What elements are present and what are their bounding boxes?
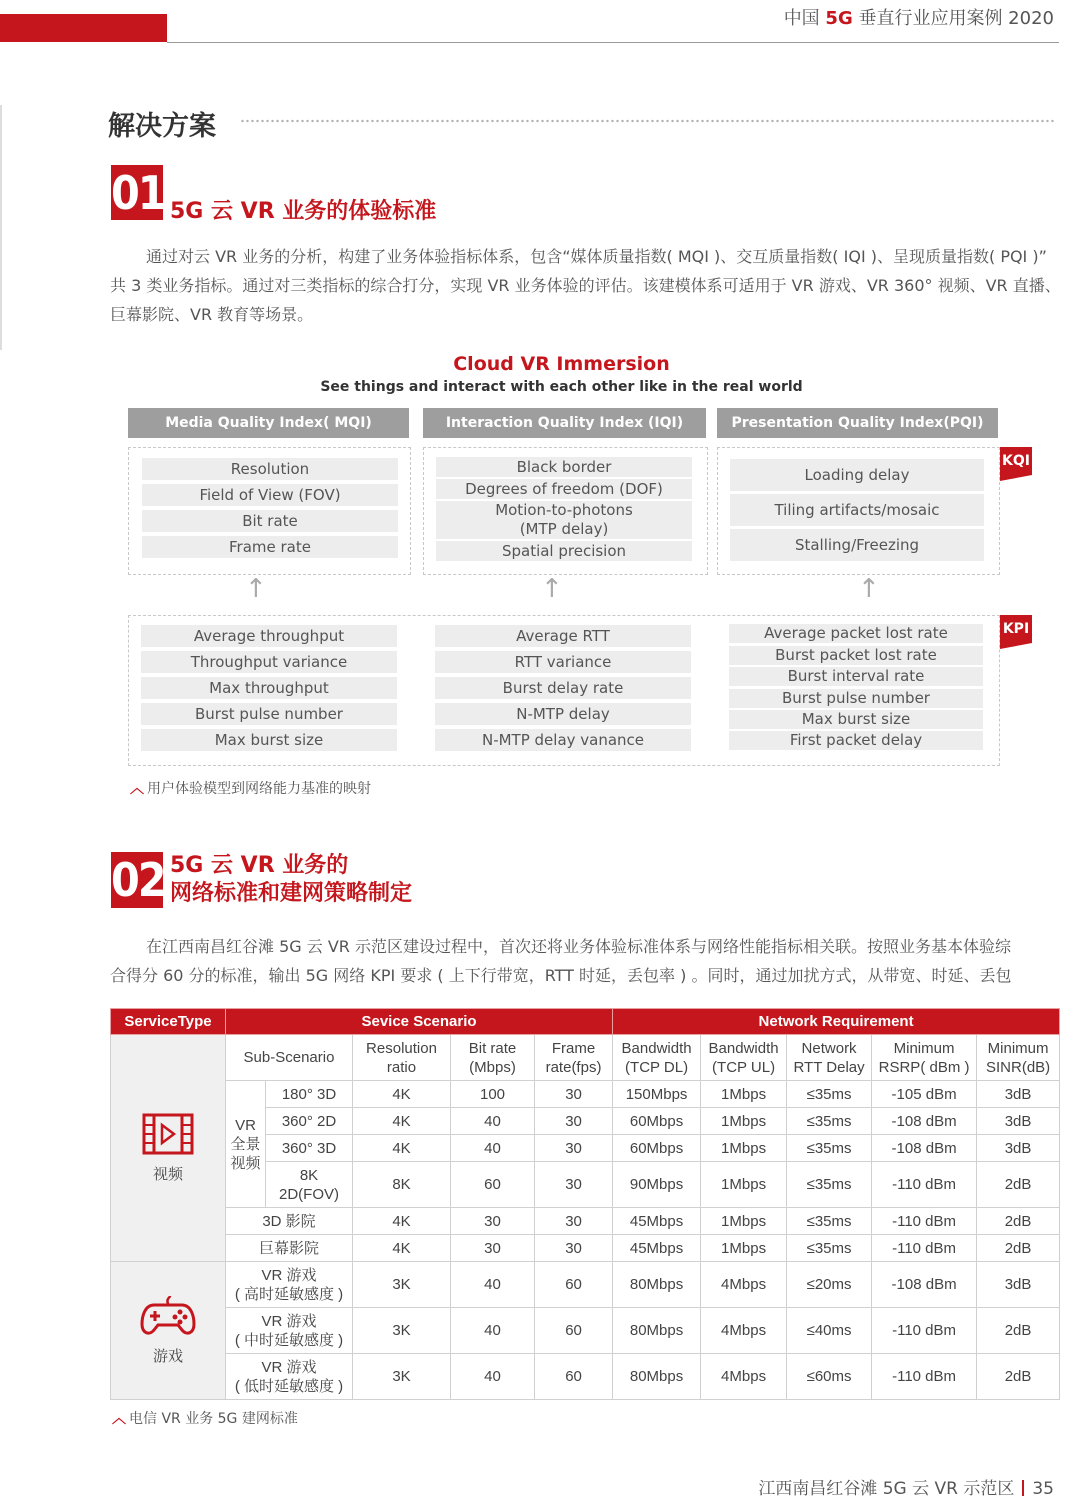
section-01-paragraph: 通过对云 VR 业务的分析，构建了业务体验指标体系，包含“媒体质量指数( MQI )、交互质量指数( IQI )、呈现质量指数( PQI )” 共 3 类业务指标。通过对三类指标的综合打分，实现 VR 业务体验的评估。该建模体系可适用于 VR 游戏、VR 360° 视频、VR 直播、 巨幕影院、VR 教育等场景。 [110,247,1061,324]
gamepad-icon [140,1296,196,1338]
pqi-header: Presentation Quality Index(PQI) [717,408,998,438]
section-heading: 解决方案 [108,111,216,142]
table-row: 巨幕影院 4K 30 30 45Mbps 1Mbps ≤35ms -110 dBm 2dB [111,1235,1060,1262]
section-01-title: 5G 云 VR 业务的体验标准 [170,199,437,224]
kpi-item: First packet delay [729,731,983,750]
kqi-item: Motion-to-photons (MTP delay) [436,501,692,539]
margin-rule [0,105,2,350]
table-row: 360° 2D 4K 40 30 60Mbps 1Mbps ≤35ms -108 dBm 3dB [111,1108,1060,1135]
col-rsrp: Minimum RSRP( dBm ) [872,1035,977,1081]
section-number-01: 01 [111,166,165,220]
section-02-title: 5G 云 VR 业务的 网络标准和建网策略制定 [170,853,413,906]
section-number-02: 02 [111,853,165,907]
footer-divider [1022,1480,1024,1496]
caret-up-icon: ︿ [130,781,144,797]
pqi-kqi-box [717,447,1000,575]
kqi-item: Bit rate [142,510,398,532]
kpi-item: Throughput variance [141,651,397,673]
col-header-network: Network Requirement [613,1009,1060,1035]
diagram-caption: ︿ 用户体验模型到网络能力基准的映射 [130,781,371,797]
kpi-item: Average RTT [435,625,691,647]
mqi-header: Media Quality Index( MQI) [128,408,409,438]
kpi-tag-tail [1000,643,1032,649]
kpi-item: Average throughput [141,625,397,647]
table-row: 360° 3D 4K 40 30 60Mbps 1Mbps ≤35ms -108 dBm 3dB [111,1135,1060,1162]
kpi-item: Burst pulse number [729,689,983,708]
kpi-item: Burst delay rate [435,677,691,699]
dotted-divider [240,119,1055,123]
page-number: 35 [1032,1479,1054,1499]
kqi-item: Field of View (FOV) [142,484,398,506]
kpi-item: Average packet lost rate [729,624,983,643]
kqi-item: Black border [436,457,692,477]
service-type-game: 游戏 [111,1262,226,1400]
table-caption: ︿ 电信 VR 业务 5G 建网标准 [112,1411,298,1427]
col-bw-dl: Bandwidth (TCP DL) [613,1035,701,1081]
kpi-items [128,615,998,764]
kqi-item: Frame rate [142,536,398,558]
col-resolution: Resolution ratio [353,1035,451,1081]
kpi-item: Burst packet lost rate [729,646,983,665]
vr-group-label: VR 全景 视频 [226,1081,266,1208]
kqi-item: Stalling/Freezing [730,529,984,561]
table-row: VR 游戏 ( 中时延敏感度 ) 3K 40 60 80Mbps 4Mbps ≤40ms -110 dBm 2dB [111,1308,1060,1354]
kqi-item: Resolution [142,458,398,480]
kpi-item: Max burst size [729,710,983,729]
kqi-item: Spatial precision [436,541,692,561]
kqi-item: Loading delay [730,459,984,491]
kpi-item: Burst interval rate [729,667,983,686]
kpi-item: N-MTP delay [435,703,691,725]
kpi-item: Max burst size [141,729,397,751]
table-row: 8K 2D(FOV) 8K 60 30 90Mbps 1Mbps ≤35ms -110 dBm 2dB [111,1162,1060,1208]
iqi-kqi-box [423,447,708,575]
page-footer: 江西南昌红谷滩 5G 云 VR 示范区 35 [758,1479,1054,1499]
service-type-video: 视频 [111,1035,226,1262]
video-film-icon [141,1112,195,1156]
table-row: 3D 影院 4K 30 30 45Mbps 1Mbps ≤35ms -110 dBm 2dB [111,1208,1060,1235]
table-row: VR 游戏 ( 低时延敏感度 ) 3K 40 60 80Mbps 4Mbps ≤60ms -110 dBm 2dB [111,1354,1060,1400]
table-row: 游戏 VR 游戏 ( 高时延敏感度 ) 3K 40 60 80Mbps 4Mbps ≤20ms -108 dBm 3dB [111,1262,1060,1308]
kpi-item: Max throughput [141,677,397,699]
kpi-item: Burst pulse number [141,703,397,725]
col-rtt: Network RTT Delay [787,1035,872,1081]
kpi-tag: KPI [1000,615,1032,643]
section-02-paragraph: 在江西南昌红谷滩 5G 云 VR 示范区建设过程中，首次还将业务体验标准体系与网络性能指标相关联。按照业务基本体验综 合得分 60 分的标准，输出 5G 网络 KPI 要求 ( 上下行带宽，RTT 时延，丢包率 ) 。同时，通过加扰方式，从带宽、时延、丢包 [110,937,1012,985]
header-red-bar [0,14,167,42]
table-row: VR 全景 视频 180° 3D 4K 100 30 150Mbps 1Mbps ≤35ms -105 dBm 3dB [111,1081,1060,1108]
network-requirement-table [110,1008,1060,1400]
running-header: 中国 5G 垂直行业应用案例 2020 [783,8,1054,29]
diagram-title: Cloud VR Immersion [453,353,670,375]
col-bitrate: Bit rate (Mbps) [451,1035,535,1081]
caret-up-icon: ︿ [112,1411,126,1427]
arrow-up-icon: ↑ [541,574,563,604]
col-header-scenario: Sevice Scenario [226,1009,613,1035]
kqi-tag: KQI [1000,447,1032,475]
kpi-item: RTT variance [435,651,691,673]
arrow-up-icon: ↑ [245,574,267,604]
diagram-subtitle: See things and interact with each other like in the real world [320,379,803,395]
iqi-header: Interaction Quality Index (IQI) [423,408,706,438]
col-bw-ul: Bandwidth (TCP UL) [701,1035,787,1081]
kqi-item: Tiling artifacts/mosaic [730,494,984,526]
mqi-kqi-box [128,447,411,575]
kqi-item: Degrees of freedom (DOF) [436,479,692,499]
col-sinr: Minimum SINR(dB) [977,1035,1060,1081]
col-header-service-type: ServiceType [111,1009,226,1035]
sub-scenario-header: Sub-Scenario [226,1035,353,1081]
arrow-up-icon: ↑ [858,574,880,604]
kpi-item: N-MTP delay vanance [435,729,691,751]
col-framerate: Frame rate(fps) [535,1035,613,1081]
kqi-tag-tail [1000,475,1032,481]
header-rule [167,42,1059,43]
